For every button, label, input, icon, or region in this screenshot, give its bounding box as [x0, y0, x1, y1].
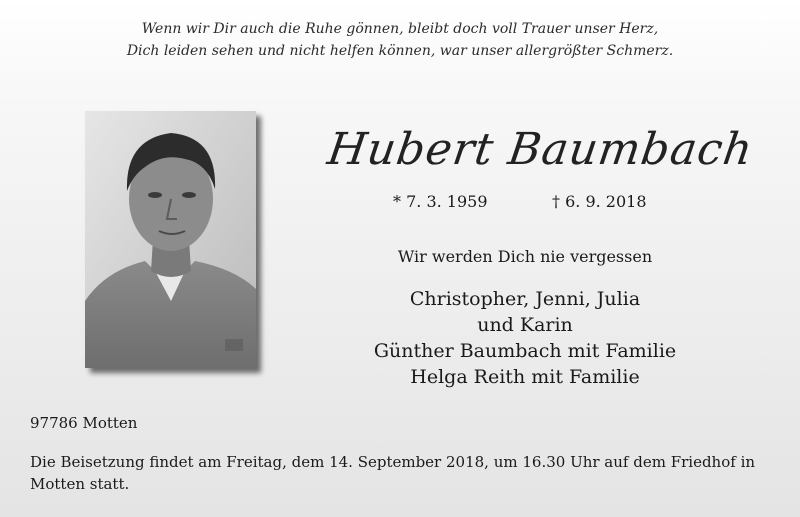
funeral-notice: Die Beisetzung findet am Freitag, dem 14. September 2018, um 16.30 Uhr auf dem Friedhof in Motten statt.	[30, 453, 756, 493]
mourners-list	[330, 286, 720, 390]
portrait-photo	[85, 111, 256, 368]
mourner-line: Günther Baumbach mit Familie	[373, 340, 677, 362]
memorial-verse	[0, 18, 800, 62]
death-date: † 6. 9. 2018	[552, 192, 647, 211]
deceased-name: Hubert Baumbach	[324, 124, 757, 175]
mourner-line: Christopher, Jenni, Julia	[409, 288, 641, 310]
place: 97786 Motten	[30, 414, 138, 432]
verse-line-2: Dich leiden sehen und nicht helfen können, war unser allergrößter Schmerz.	[126, 43, 674, 59]
mourner-line: und Karin	[477, 314, 573, 336]
tagline: Wir werden Dich nie vergessen	[397, 247, 653, 266]
birth-date: * 7. 3. 1959	[393, 192, 488, 211]
mourner-line: Helga Reith mit Familie	[410, 366, 640, 388]
verse-line-1: Wenn wir Dir auch die Ruhe gönnen, bleibt doch voll Trauer unser Herz,	[141, 21, 659, 37]
